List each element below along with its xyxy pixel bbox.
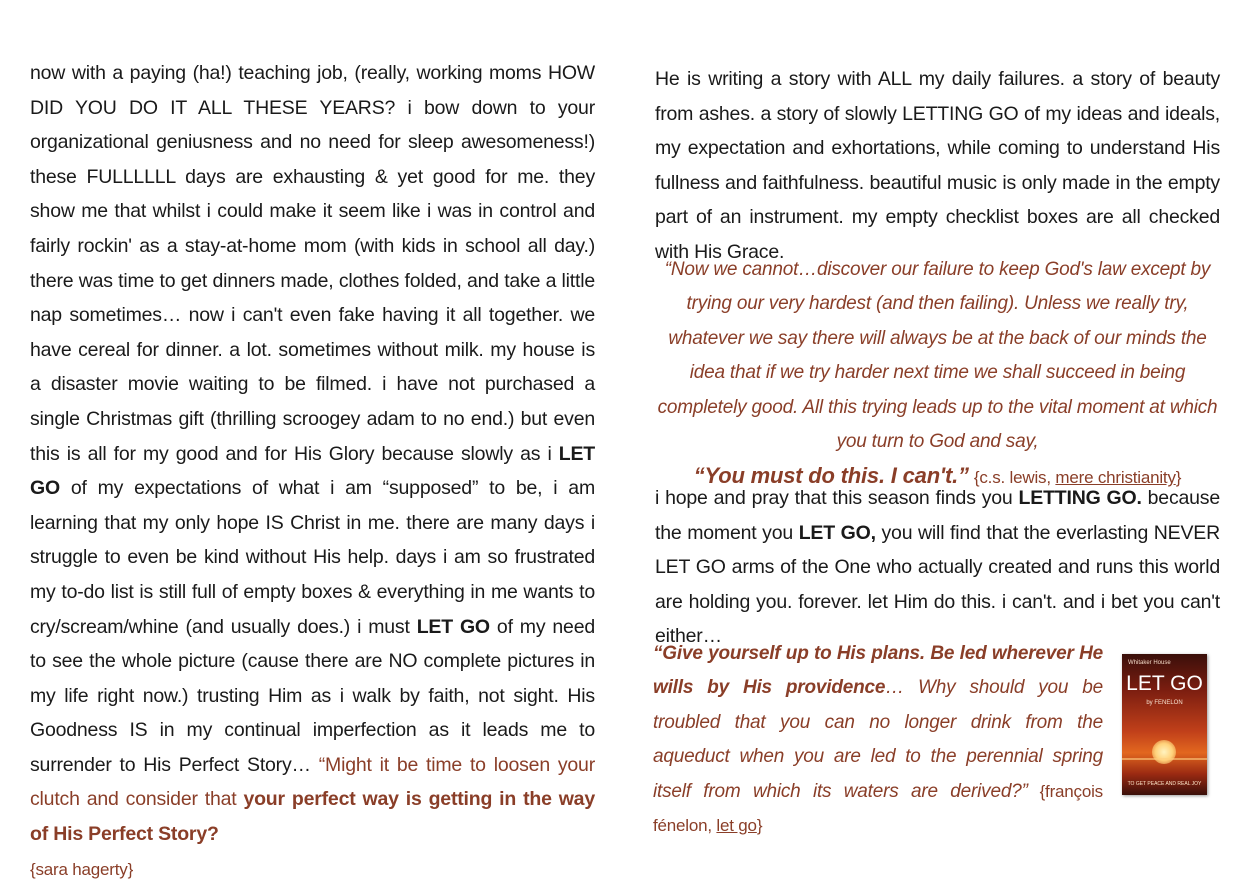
left-column xyxy=(30,56,595,887)
left-paragraph-2: of my expectations of what i am “supposed” to be, i am learning that my only hope IS Christ in me. there are many days i struggle to even be kind without His help. days i am so frustrated my to-do list is still full of empty boxes & everything in me wants to cry/scream/whine (and usually does.) i must xyxy=(30,477,595,638)
hagerty-citation: {sara hagerty} xyxy=(30,859,134,879)
fenelon-quote-rest: … Why should you be troubled that you can no longer drink from the aqueduct when you are led to the perennial spring itself from which its waters are derived?” xyxy=(653,677,1103,802)
fenelon-citation-prefix: {françois fénelon, xyxy=(653,781,1103,836)
book-title: LET GO xyxy=(1126,672,1203,695)
book-cover-image xyxy=(1122,654,1207,795)
horizon-line xyxy=(1122,758,1207,760)
right-paragraph-2-b: because the moment you xyxy=(655,487,1220,544)
right-paragraph-2-c: you will find that the everlasting NEVER LET GO arms of the One who actually created and runs this world are holding you. forever. let Him do this. i can't. and i bet you can't either… xyxy=(655,521,1220,648)
fenelon-quote xyxy=(653,637,1103,843)
lewis-book-title: mere christianity xyxy=(1055,468,1176,488)
left-paragraph-1: now with a paying (ha!) teaching job, (really, working moms HOW DID YOU DO IT ALL THESE YEARS? i bow down to your organizational geniusness and no need for sleep awesomeness!) these FULLLLLL days are exhausting & yet good for me. they show me that whilst i could make it seem like i was in control and fairly rockin' as a stay-at-home mom (with kids in school all day.) there was time to get dinners made, clothes folded, and take a little nap sometimes… now i can't even fake having it all together. we have cereal for dinner. a lot. sometimes without milk. my house is a disaster movie waiting to be filmed. i have not purchased a single Christmas gift (thrilling scroogey adam to no end.) but even this is all for my good and for His Glory because slowly as i xyxy=(30,62,595,465)
letting-go-emphasis: LETTING GO. xyxy=(1018,487,1142,509)
lewis-citation-suffix: } xyxy=(1175,468,1182,488)
sunset-sun-icon xyxy=(1152,740,1176,764)
let-go-emphasis-2: LET GO xyxy=(416,615,490,638)
fenelon-book-title: let go xyxy=(716,816,757,836)
right-paragraph-1: He is writing a story with ALL my daily failures. a story of beauty from ashes. a story of slowly LETTING GO of my ideas and ideals, my expectation and exhortations, while coming to understand His fullness and faithfulness. beautiful music is only made in the empty part of an instrument. my empty checklist boxes are all checked with His Grace. xyxy=(655,68,1220,263)
fenelon-quote-bold: “Give yourself up to His plans. Be led wherever He wills by His providence xyxy=(653,643,1103,699)
lewis-citation-prefix: {c.s. lewis, xyxy=(973,468,1056,488)
fenelon-citation-suffix: } xyxy=(756,816,763,836)
hagerty-quote-bold: your perfect way is getting in the way of His Perfect Story? xyxy=(30,788,595,846)
right-paragraph-2-a: i hope and pray that this season finds you xyxy=(655,487,1019,509)
let-go-emphasis-3: LET GO, xyxy=(798,521,876,544)
right-column-intro xyxy=(655,62,1220,270)
lewis-quote-emphasis: “You must do this. I can't.” xyxy=(693,463,969,489)
book-author: by FENELON xyxy=(1146,700,1183,706)
left-paragraph-3: of my need to see the whole picture (cause there are NO complete pictures in my life right now.) trusting Him as i walk by faith, not sight. His Goodness IS in my continual imperfection as it leads me to surrender to His Perfect Story… xyxy=(30,615,595,776)
lewis-quote xyxy=(655,253,1220,496)
right-paragraph-2 xyxy=(655,481,1220,654)
let-go-emphasis-1: LET GO xyxy=(30,442,595,500)
book-publisher: Whitaker House xyxy=(1128,660,1171,666)
book-tagline: TO GET PEACE AND REAL JOY xyxy=(1127,781,1202,787)
lewis-quote-text: “Now we cannot…discover our failure to keep God's law except by trying our very hardest (and then failing). Unless we really try, whatever we say there will always be at the back of our minds the idea that if we try harder next time we shall succeed in being completely good. All this trying leads up to the vital moment at which you turn to God and say, xyxy=(657,259,1218,453)
hagerty-quote-start: “Might it be time to loosen your clutch and consider that xyxy=(30,753,595,811)
